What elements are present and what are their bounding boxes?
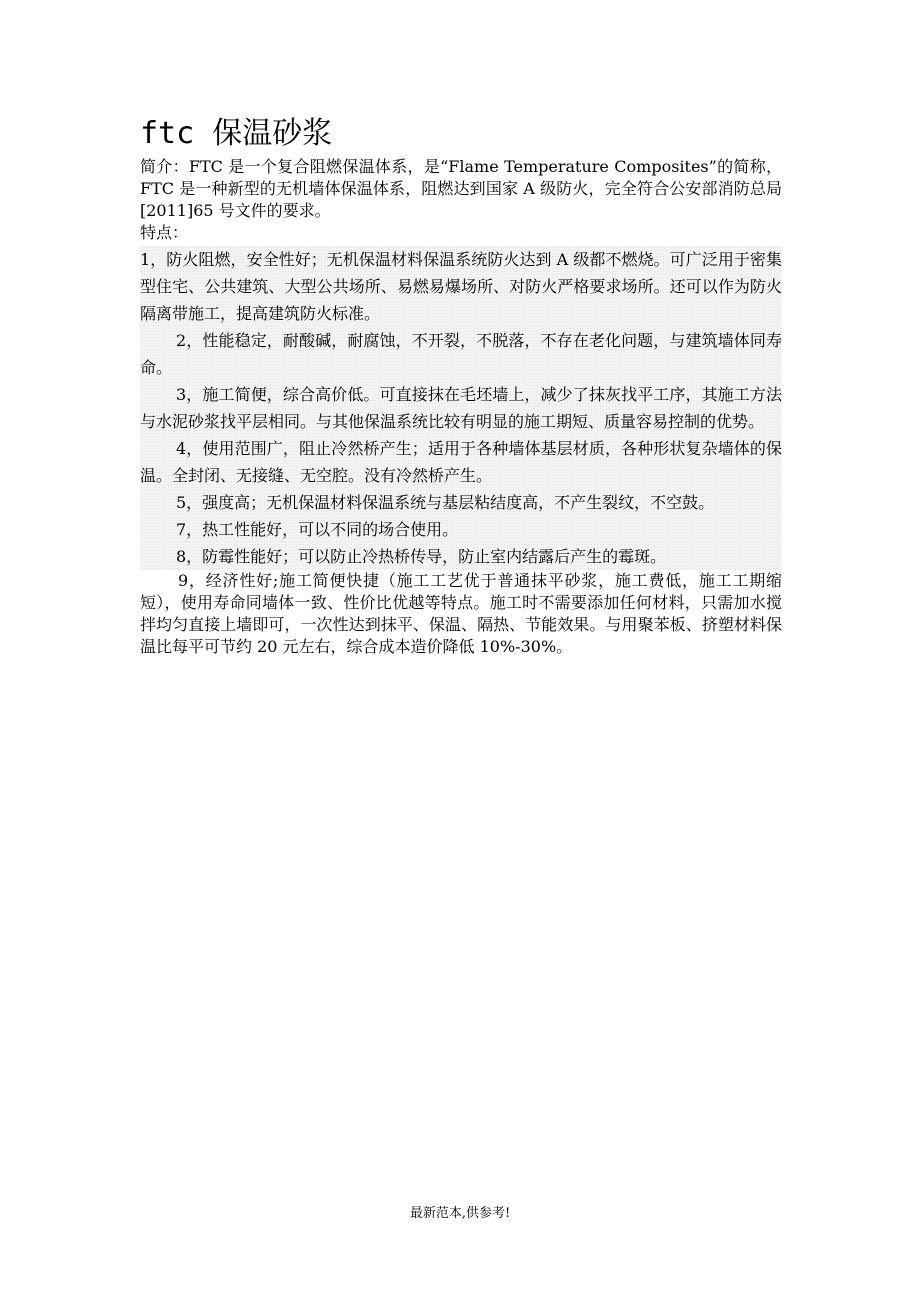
economy-paragraph: 9，经济性好;施工简便快捷（施工工艺优于普通抹平砂浆，施工费低，施工工期缩短），使用寿命同墙体一致、性价比优越等特点。施工时不需要添加任何材料，只需加水搅拌均匀直接上墙即可，一次性达到抹平、保温、隔热、节能效果。与用聚苯板、挤塑材料保温比每平可节约 20 元左右，综合成本造价降低 10%-30%。: [140, 571, 782, 656]
feature-item: 3，施工简便，综合高价低。可直接抹在毛坯墙上，减少了抹灰找平工序，其施工方法与水泥砂浆找平层相同。与其他保温系统比较有明显的施工期短、质量容易控制的优势。: [140, 385, 782, 431]
footer-note: 最新范本,供参考!: [409, 1206, 511, 1221]
feature-item: 5，强度高；无机保温材料保温系统与基层粘结度高，不产生裂纹，不空鼓。: [176, 493, 715, 512]
intro-paragraph: 简介：FTC 是一个复合阻燃保温体系，是“Flame Temperature Composites”的简称，FTC 是一种新型的无机墙体保温体系，阻燃达到国家 A 级防火，完全符合公安部消防总局[2011]65 号文件的要求。: [140, 157, 782, 220]
document-title: ftc 保温砂浆: [140, 116, 333, 151]
features-label: 特点：: [140, 223, 189, 242]
document-page: [140, 112, 782, 658]
feature-item: 7，热工性能好，可以不同的场合使用。: [176, 520, 459, 539]
feature-item: 8，防霉性能好；可以防止冷热桥传导，防止室内结露后产生的霉斑。: [176, 547, 667, 566]
feature-item: 4，使用范围广，阻止冷然桥产生；适用于各种墙体基层材质，各种形状复杂墙体的保温。全封闭、无接缝、无空腔。没有冷然桥产生。: [140, 439, 782, 485]
feature-item: 1，防火阻燃，安全性好；无机保温材料保温系统防火达到 A 级都不燃烧。可广泛用于密集型住宅、公共建筑、大型公共场所、易燃易爆场所、对防火严格要求场所。还可以作为防火隔离带施工，提高建筑防火标准。: [140, 250, 782, 323]
features-block: [140, 246, 782, 570]
feature-item: 2，性能稳定，耐酸碱，耐腐蚀，不开裂，不脱落，不存在老化问题，与建筑墙体同寿命。: [140, 331, 782, 377]
